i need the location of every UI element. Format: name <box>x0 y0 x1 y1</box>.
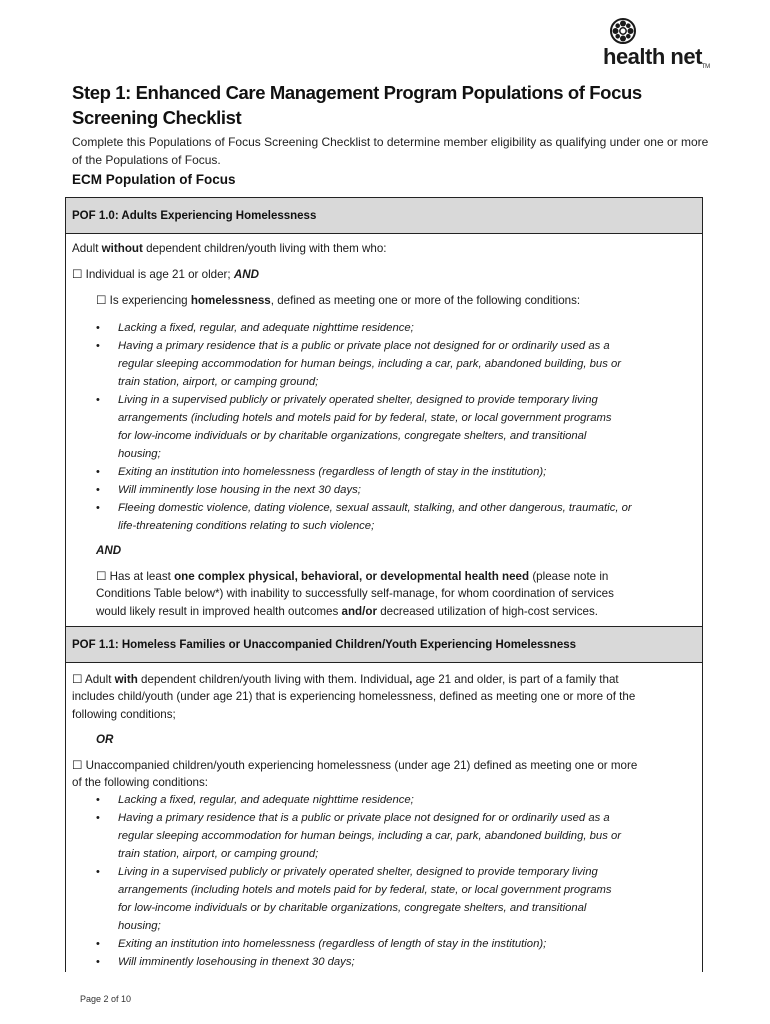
bullet: • <box>96 322 100 334</box>
pof-1-1-adult-text: following conditions; <box>72 708 176 721</box>
list-item: for low-income individuals or by charitable organizations, congregate shelters, and transitional <box>118 902 587 914</box>
list-item: Living in a supervised publicly or privately operated shelter, designed to provide temporary living <box>118 394 598 406</box>
list-item: arrangements (including hotels and motels paid for by federal, state, or local government programs <box>118 412 612 424</box>
bullet: • <box>96 394 100 406</box>
checkbox-icon[interactable]: ☐ <box>96 294 107 307</box>
list-item: regular sleeping accommodation for human beings, including a car, park, abandoned building, bus or <box>118 358 622 370</box>
pof-1-0-section <box>65 197 703 627</box>
pof-1-1-unaccompanied-text: of the following conditions: <box>72 776 208 789</box>
list-item: Having a primary residence that is a public or private place not designed for or ordinarily used as a <box>118 340 610 352</box>
pof-1-1-header: POF 1.1: Homeless Families or Unaccompanied Children/Youth Experiencing Homelessness <box>66 627 702 663</box>
list-item: Having a primary residence that is a public or private place not designed for or ordinarily used as a <box>118 812 610 824</box>
bullet: • <box>96 466 100 478</box>
health-net-globe-icon <box>610 18 636 44</box>
pof-1-0-intro: Adult without dependent children/youth living with them who: <box>72 242 387 255</box>
list-item: train station, airport, or camping ground; <box>118 376 319 388</box>
pof-1-0-header: POF 1.0: Adults Experiencing Homelessness <box>66 198 702 234</box>
list-item: life-threatening conditions relating to such violence; <box>118 520 375 532</box>
pof-1-1-adult-checkbox[interactable]: ☐ Adult with dependent children/youth living with them. Individual, age 21 and older, is part of a family that <box>72 673 619 686</box>
list-item: regular sleeping accommodation for human beings, including a car, park, abandoned building, bus or <box>118 830 622 842</box>
list-item: housing; <box>118 448 161 460</box>
list-item: Exiting an institution into homelessness (regardless of length of stay in the institution); <box>118 466 547 478</box>
bullet: • <box>96 340 100 352</box>
list-item: train station, airport, or camping ground; <box>118 848 319 860</box>
pof-1-0-age-checkbox[interactable]: ☐ Individual is age 21 or older; AND <box>72 268 259 281</box>
bullet: • <box>96 938 100 950</box>
list-item: for low-income individuals or by charitable organizations, congregate shelters, and transitional <box>118 430 587 442</box>
checkbox-icon[interactable]: ☐ <box>72 759 83 772</box>
section-label: ECM Population of Focus <box>72 172 236 187</box>
list-item: Will imminently lose housing in the next 30 days; <box>118 484 361 496</box>
list-item: Lacking a fixed, regular, and adequate nighttime residence; <box>118 322 414 334</box>
pof-1-1-adult-text: includes child/youth (under age 21) that is experiencing homelessness, defined as meeting one or more of the <box>72 690 636 703</box>
list-item: Lacking a fixed, regular, and adequate nighttime residence; <box>118 794 414 806</box>
page-title: Step 1: Enhanced Care Management Program Populations of Focus Screening Checklist <box>72 82 642 128</box>
bullet: • <box>96 956 100 968</box>
list-item: Living in a supervised publicly or privately operated shelter, designed to provide temporary living <box>118 866 598 878</box>
list-item: housing; <box>118 920 161 932</box>
list-item: Will imminently losehousing in thenext 30 days; <box>118 956 355 968</box>
bullet: • <box>96 502 100 514</box>
and-label: AND <box>96 544 122 557</box>
intro-text: Complete this Populations of Focus Screening Checklist to determine member eligibility as qualifying under one or more of the Populations of Focus. <box>72 135 709 167</box>
bullet: • <box>96 812 100 824</box>
pof-1-1-unaccompanied-checkbox[interactable]: ☐ Unaccompanied children/youth experiencing homelessness (under age 21) defined as meeting one or more <box>72 759 638 772</box>
bullet: • <box>96 484 100 496</box>
pof-1-0-homelessness-checkbox[interactable]: ☐ Is experiencing homelessness, defined as meeting one or more of the following conditions: <box>96 294 581 307</box>
list-item: Fleeing domestic violence, dating violence, sexual assault, stalking, and other dangerous, traumatic, or <box>118 502 632 514</box>
list-item: arrangements (including hotels and motels paid for by federal, state, or local government programs <box>118 884 612 896</box>
pof-1-0-health-need-text: Conditions Table below*) with inability to successfully self-manage, for whom coordination of services <box>96 587 614 600</box>
health-net-logo <box>598 14 708 74</box>
bullet: • <box>96 794 100 806</box>
checkbox-icon[interactable]: ☐ <box>72 673 83 686</box>
bullet: • <box>96 866 100 878</box>
or-label: OR <box>96 733 114 746</box>
pof-1-1-section <box>65 626 703 972</box>
checkbox-icon[interactable]: ☐ <box>72 268 83 281</box>
page-number: Page 2 of 10 <box>80 994 132 1004</box>
pof-1-0-health-need-checkbox[interactable]: ☐ Has at least one complex physical, behavioral, or developmental health need (please note in <box>96 570 609 583</box>
list-item: Exiting an institution into homelessness (regardless of length of stay in the institution); <box>118 938 547 950</box>
checkbox-icon[interactable]: ☐ <box>96 570 107 583</box>
logo-text: health netTM <box>603 44 710 70</box>
pof-1-0-health-need-text: would likely result in improved health outcomes and/or decreased utilization of high-cost services. <box>96 605 599 618</box>
